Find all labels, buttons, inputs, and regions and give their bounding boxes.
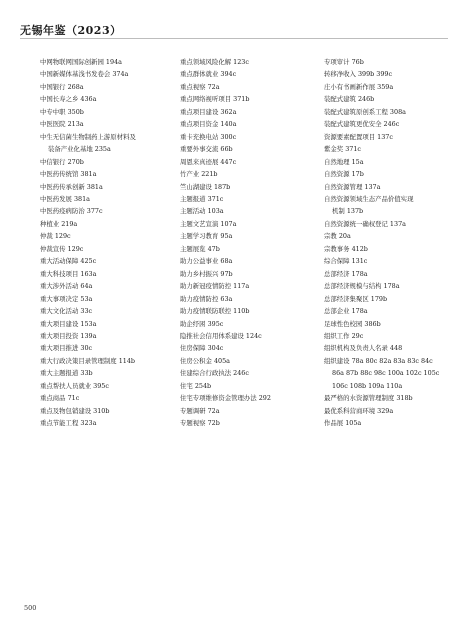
index-entry: 助力新冠疫情防控 117a	[180, 282, 250, 291]
index-entry: 中国长寿之乡 436a	[40, 95, 97, 104]
index-column-2	[180, 56, 310, 430]
index-entry: 助力疫情防控 63a	[180, 294, 233, 303]
index-entry: 106c 108b 109a 110a	[332, 381, 403, 390]
index-entry: 重大主题报道 33b	[40, 369, 93, 378]
index-entry: 专题视察 72b	[180, 419, 220, 428]
index-entry: 组织机构及负责人名录 448	[324, 344, 403, 353]
index-entry: 住房保障 304c	[180, 344, 224, 353]
index-entry: 总部经济 178a	[324, 269, 368, 278]
index-entry: 重点帮扶人员就业 395c	[40, 381, 109, 390]
index-entry: 中医药疫病防治 377c	[40, 207, 103, 216]
index-entry: 住宅专项维修资金管理办法 292	[180, 394, 271, 403]
index-entry: 装配式建筑更优安全 246c	[324, 120, 400, 129]
index-entry: 重点商品 71c	[40, 394, 80, 403]
index-entry: 住建综合行政执法 246c	[180, 369, 249, 378]
index-entry: 自然资源领域生态产品价值实现	[324, 194, 414, 203]
index-column-3	[324, 56, 454, 430]
index-entry: 助企纾困 395c	[180, 319, 224, 328]
index-entry: 作品展 105a	[324, 419, 362, 428]
index-entry: 宗教 20a	[324, 232, 351, 241]
index-entry: 装配式建筑原创系工程 308a	[324, 107, 406, 116]
index-entry: 中信银行 270b	[40, 157, 84, 166]
index-entry: 重大文化活动 33c	[40, 307, 93, 316]
index-entry: 自然资源 17b	[324, 170, 364, 179]
index-entry: 庄小有书画新作展 359a	[324, 82, 394, 91]
index-entry: 装配式建筑 246b	[324, 95, 375, 104]
index-entry: 重点项目资金 140a	[180, 120, 237, 129]
index-entry: 重大事项决定 53a	[40, 294, 93, 303]
index-entry: 重要外事交流 66b	[180, 145, 233, 154]
index-entry: 重点及物包销建设 310b	[40, 406, 110, 415]
index-entry: 最优系科营商环境 329a	[324, 406, 394, 415]
index-entry: 重大行政决策目录管理制度 114b	[40, 356, 136, 365]
index-entry: 重点视察 72a	[180, 82, 220, 91]
index-entry: 主题文艺宣演 107a	[180, 219, 237, 228]
index-entry: 自然地理 15a	[324, 157, 364, 166]
index-entry: 总部经济规模与结构 178a	[324, 282, 400, 291]
index-entry: 重大涉外活动 64a	[40, 282, 93, 291]
index-entry: 助力公益事业 68a	[180, 257, 233, 266]
index-entry: 重大项目建设 153a	[40, 319, 97, 328]
index-entry: 竹产业 221b	[180, 170, 218, 179]
index-entry: 重卡充换电站 300c	[180, 132, 237, 141]
index-entry: 隐推社会信用体系建设 124c	[180, 331, 262, 340]
index-entry: 专项审计 76b	[324, 58, 364, 66]
index-entry: 综合保障 131c	[324, 257, 368, 266]
index-entry: 中国银行 268a	[40, 82, 84, 91]
index-entry: 紫金奖 371c	[324, 145, 361, 154]
index-entry: 助力乡村振兴 97b	[180, 269, 233, 278]
index-entry: 仲裁 129c	[40, 232, 71, 241]
index-entry: 重大项目推进 30c	[40, 344, 93, 353]
index-entry: 总部经济集聚区 179b	[324, 294, 388, 303]
index-entry: 中医药发展 381a	[40, 194, 90, 203]
index-entry: 自然资源管理 137a	[324, 182, 381, 191]
index-entry: 中医药传承创新 381a	[40, 182, 103, 191]
index-entry: 专题调研 72a	[180, 406, 220, 415]
index-entry: 住宅 254b	[180, 381, 212, 390]
index-entry: 总部企业 178a	[324, 307, 368, 316]
index-entry: 重点领域风险化解 123c	[180, 58, 249, 66]
page-header-title: 无锡年鉴（2023）	[20, 24, 122, 37]
index-entry: 重点项目建设 362a	[180, 107, 237, 116]
index-entry: 最严格的水资源管理制度 318b	[324, 394, 413, 403]
index-entry: 重点节能工程 323a	[40, 419, 97, 428]
index-entry: 周恩来真迹展 447c	[180, 157, 237, 166]
index-entry: 中医药传统馆 381a	[40, 170, 97, 179]
index-entry: 装备产业化基地 235a	[48, 145, 111, 154]
index-entry: 中国新媒体基浅书发卷会 374a	[40, 70, 129, 79]
index-entry: 中专中职 350b	[40, 107, 84, 116]
index-entry: 主题学习教育 95a	[180, 232, 233, 241]
index-entry: 重大项目投资 139a	[40, 331, 97, 340]
index-entry: 资源要素配置项目 137c	[324, 132, 393, 141]
index-entry: 自然资源统一确权登记 137a	[324, 219, 406, 228]
index-entry: 重点网络视听项目 371b	[180, 95, 250, 104]
index-entry: 中医医院 213a	[40, 120, 84, 129]
index-entry: 转移净收入 399b 399c	[324, 70, 393, 79]
index-entry: 竺山湖建设 187b	[180, 182, 231, 191]
index-entry: 主题报道 371c	[180, 194, 224, 203]
page-number: 500	[24, 604, 37, 612]
index-entry: 住房公积金 405a	[180, 356, 230, 365]
index-entry: 重大活动保障 425c	[40, 257, 97, 266]
index-entry: 机制 137b	[332, 207, 364, 216]
index-entry: 宗教事务 412b	[324, 244, 368, 253]
index-entry: 主题活动 103a	[180, 207, 224, 216]
index-entry: 种植业 219a	[40, 219, 78, 228]
index-entry: 中生无信菌生物制药上游原材料及	[40, 132, 136, 141]
header-divider	[20, 38, 448, 39]
index-entry: 仲裁宣传 129c	[40, 244, 84, 253]
index-entry: 重点群体就业 394c	[180, 70, 237, 79]
index-entry: 中网物联网国际创新园 194a	[40, 58, 122, 66]
index-entry: 足球性色校园 386b	[324, 319, 381, 328]
index-column-1	[40, 56, 170, 430]
index-entry: 主题展览 47b	[180, 244, 220, 253]
index-entry: 86a 87b 88c 98c 100a 102c 105c	[332, 369, 440, 378]
index-entry: 组织工作 29c	[324, 331, 364, 340]
index-entry: 助力疫情联防联控 110b	[180, 307, 250, 316]
index-entry: 重大科技项目 163a	[40, 269, 97, 278]
index-entry: 组织建设 78a 80c 82a 83a 83c 84c	[324, 356, 433, 365]
